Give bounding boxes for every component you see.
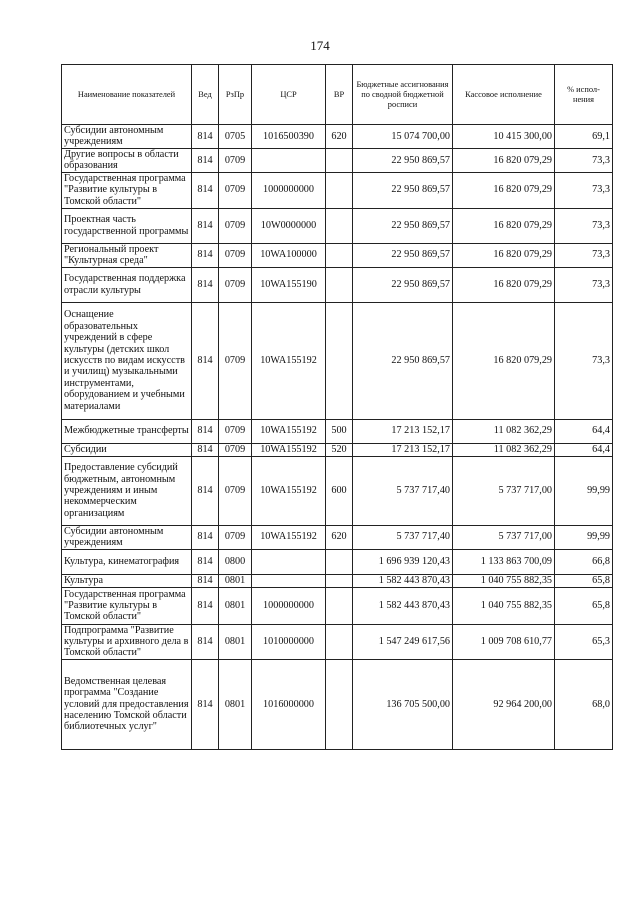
table-cell-rzpr: 0709	[219, 456, 252, 525]
table-cell-ved: 814	[192, 624, 219, 659]
table-cell-assignments: 22 950 869,57	[353, 172, 453, 208]
table-cell-csr: 10WA155192	[252, 419, 326, 443]
table-cell-name: Государственная программа "Развитие культуры в Томской области"	[62, 587, 192, 624]
table-cell-rzpr: 0709	[219, 443, 252, 456]
table-cell-cash-execution: 16 820 079,29	[453, 208, 555, 243]
table-cell-cash-execution: 16 820 079,29	[453, 172, 555, 208]
table-cell-assignments: 5 737 717,40	[353, 525, 453, 549]
table-cell-rzpr: 0800	[219, 549, 252, 574]
table-cell-vr	[326, 208, 353, 243]
table-cell-assignments: 1 696 939 120,43	[353, 549, 453, 574]
table-cell-rzpr: 0709	[219, 208, 252, 243]
table-cell-ved: 814	[192, 443, 219, 456]
table-cell-vr	[326, 587, 353, 624]
table-cell-vr	[326, 302, 353, 419]
table-cell-cash-execution: 1 133 863 700,09	[453, 549, 555, 574]
table-row	[62, 125, 613, 149]
table-cell-assignments: 5 737 717,40	[353, 456, 453, 525]
table-cell-csr: 10W0000000	[252, 208, 326, 243]
table-cell-rzpr: 0801	[219, 587, 252, 624]
header-assignments: Бюджетные ассигнования по сводной бюджетной росписи	[353, 65, 453, 125]
table-row	[62, 208, 613, 243]
table-cell-name: Региональный проект "Культурная среда"	[62, 243, 192, 267]
table-cell-csr	[252, 549, 326, 574]
budget-table	[61, 64, 613, 750]
table-row	[62, 549, 613, 574]
table-cell-cash-execution: 1 009 708 610,77	[453, 624, 555, 659]
table-cell-percent: 65,8	[555, 574, 613, 587]
table-cell-percent: 69,1	[555, 125, 613, 149]
table-cell-vr	[326, 172, 353, 208]
table-cell-cash-execution: 5 737 717,00	[453, 456, 555, 525]
table-cell-name: Другие вопросы в области образования	[62, 148, 192, 172]
table-cell-ved: 814	[192, 419, 219, 443]
table-row	[62, 172, 613, 208]
header-percent: % испол-нения	[555, 65, 613, 125]
table-cell-cash-execution: 16 820 079,29	[453, 148, 555, 172]
table-cell-percent: 73,3	[555, 148, 613, 172]
table-cell-cash-execution: 1 040 755 882,35	[453, 587, 555, 624]
table-cell-name: Ведомственная целевая программа "Создание условий для предоставления населению Томской области библиотечных услуг"	[62, 659, 192, 749]
table-cell-percent: 64,4	[555, 419, 613, 443]
table-cell-name: Субсидии	[62, 443, 192, 456]
table-cell-rzpr: 0709	[219, 243, 252, 267]
table-cell-rzpr: 0709	[219, 172, 252, 208]
table-cell-ved: 814	[192, 243, 219, 267]
table-cell-percent: 73,3	[555, 208, 613, 243]
table-cell-ved: 814	[192, 659, 219, 749]
table-cell-rzpr: 0709	[219, 302, 252, 419]
table-cell-percent: 73,3	[555, 267, 613, 302]
table-cell-assignments: 15 074 700,00	[353, 125, 453, 149]
table-cell-assignments: 22 950 869,57	[353, 302, 453, 419]
table-cell-rzpr: 0709	[219, 419, 252, 443]
table-cell-rzpr: 0709	[219, 148, 252, 172]
table-cell-ved: 814	[192, 208, 219, 243]
table-row	[62, 419, 613, 443]
table-cell-name: Культура, кинематография	[62, 549, 192, 574]
table-cell-name: Проектная часть государственной программы	[62, 208, 192, 243]
table-cell-ved: 814	[192, 456, 219, 525]
table-row	[62, 148, 613, 172]
table-cell-csr	[252, 574, 326, 587]
table-cell-ved: 814	[192, 172, 219, 208]
table-row	[62, 456, 613, 525]
table-row	[62, 443, 613, 456]
table-row	[62, 525, 613, 549]
table-cell-rzpr: 0709	[219, 525, 252, 549]
header-rzpr: РзПр	[219, 65, 252, 125]
table-cell-vr: 520	[326, 443, 353, 456]
table-cell-cash-execution: 11 082 362,29	[453, 419, 555, 443]
table-cell-percent: 65,3	[555, 624, 613, 659]
table-cell-name: Межбюджетные трансферты	[62, 419, 192, 443]
table-cell-name: Подпрограмма "Развитие культуры и архивного дела в Томской области"	[62, 624, 192, 659]
table-cell-cash-execution: 16 820 079,29	[453, 302, 555, 419]
table-cell-rzpr: 0801	[219, 574, 252, 587]
table-cell-vr	[326, 267, 353, 302]
header-ved: Вед	[192, 65, 219, 125]
table-cell-ved: 814	[192, 267, 219, 302]
page-number: 174	[310, 38, 330, 53]
table-cell-assignments: 17 213 152,17	[353, 443, 453, 456]
table-cell-name: Культура	[62, 574, 192, 587]
table-cell-cash-execution: 92 964 200,00	[453, 659, 555, 749]
table-cell-name: Государственная поддержка отрасли культуры	[62, 267, 192, 302]
table-cell-rzpr: 0709	[219, 267, 252, 302]
table-cell-percent: 68,0	[555, 659, 613, 749]
table-row	[62, 587, 613, 624]
table-cell-name: Государственная программа "Развитие культуры в Томской области"	[62, 172, 192, 208]
table-row	[62, 302, 613, 419]
table-cell-csr: 10WA155192	[252, 302, 326, 419]
table-cell-assignments: 1 582 443 870,43	[353, 574, 453, 587]
table-cell-ved: 814	[192, 587, 219, 624]
table-cell-assignments: 17 213 152,17	[353, 419, 453, 443]
header-name: Наименование показателей	[62, 65, 192, 125]
table-cell-vr	[326, 148, 353, 172]
table-cell-csr: 10WA155192	[252, 456, 326, 525]
table-cell-name: Предоставление субсидий бюджетным, автономным учреждениям и иным некоммерческим организациям	[62, 456, 192, 525]
table-cell-ved: 814	[192, 302, 219, 419]
table-row	[62, 243, 613, 267]
table-cell-ved: 814	[192, 549, 219, 574]
table-row	[62, 574, 613, 587]
table-row	[62, 624, 613, 659]
table-cell-assignments: 22 950 869,57	[353, 267, 453, 302]
table-cell-percent: 73,3	[555, 243, 613, 267]
table-cell-percent: 73,3	[555, 172, 613, 208]
header-cash-execution: Кассовое исполнение	[453, 65, 555, 125]
table-cell-vr	[326, 243, 353, 267]
table-cell-percent: 73,3	[555, 302, 613, 419]
table-cell-assignments: 1 547 249 617,56	[353, 624, 453, 659]
table-cell-vr	[326, 549, 353, 574]
table-cell-cash-execution: 1 040 755 882,35	[453, 574, 555, 587]
table-cell-csr: 10WA100000	[252, 243, 326, 267]
table-cell-csr	[252, 148, 326, 172]
table-cell-rzpr: 0801	[219, 659, 252, 749]
table-cell-vr	[326, 574, 353, 587]
header-row	[62, 65, 613, 125]
table-cell-vr	[326, 624, 353, 659]
table-cell-rzpr: 0705	[219, 125, 252, 149]
table-row	[62, 267, 613, 302]
table-cell-csr: 1010000000	[252, 624, 326, 659]
table-cell-ved: 814	[192, 125, 219, 149]
table-cell-csr: 1000000000	[252, 172, 326, 208]
table-cell-csr: 10WA155192	[252, 525, 326, 549]
table-cell-csr: 1000000000	[252, 587, 326, 624]
table-cell-vr: 620	[326, 125, 353, 149]
header-csr: ЦСР	[252, 65, 326, 125]
table-cell-vr	[326, 659, 353, 749]
table-cell-csr: 10WA155192	[252, 443, 326, 456]
table-cell-assignments: 1 582 443 870,43	[353, 587, 453, 624]
table-cell-assignments: 22 950 869,57	[353, 208, 453, 243]
table-cell-ved: 814	[192, 525, 219, 549]
table-cell-vr: 500	[326, 419, 353, 443]
table-cell-rzpr: 0801	[219, 624, 252, 659]
table-cell-percent: 99,99	[555, 456, 613, 525]
table-cell-ved: 814	[192, 574, 219, 587]
table-cell-vr: 620	[326, 525, 353, 549]
table-cell-cash-execution: 10 415 300,00	[453, 125, 555, 149]
table-cell-cash-execution: 5 737 717,00	[453, 525, 555, 549]
table-cell-cash-execution: 16 820 079,29	[453, 243, 555, 267]
table-cell-name: Субсидии автономным учреждениям	[62, 125, 192, 149]
table-cell-percent: 66,8	[555, 549, 613, 574]
table-cell-name: Субсидии автономным учреждениям	[62, 525, 192, 549]
table-row	[62, 659, 613, 749]
table-cell-assignments: 22 950 869,57	[353, 148, 453, 172]
table-cell-percent: 64,4	[555, 443, 613, 456]
header-vr: ВР	[326, 65, 353, 125]
table-cell-cash-execution: 11 082 362,29	[453, 443, 555, 456]
table-cell-csr: 1016000000	[252, 659, 326, 749]
table-cell-ved: 814	[192, 148, 219, 172]
table-cell-csr: 10WA155190	[252, 267, 326, 302]
table-cell-assignments: 22 950 869,57	[353, 243, 453, 267]
table-cell-vr: 600	[326, 456, 353, 525]
table-cell-cash-execution: 16 820 079,29	[453, 267, 555, 302]
table-cell-name: Оснащение образовательных учреждений в сфере культуры (детских школ искусств по видам искусств и училищ) музыкальными инструментами, оборудованием и учебными материалами	[62, 302, 192, 419]
table-cell-assignments: 136 705 500,00	[353, 659, 453, 749]
table-cell-percent: 65,8	[555, 587, 613, 624]
table-cell-csr: 1016500390	[252, 125, 326, 149]
table-cell-percent: 99,99	[555, 525, 613, 549]
